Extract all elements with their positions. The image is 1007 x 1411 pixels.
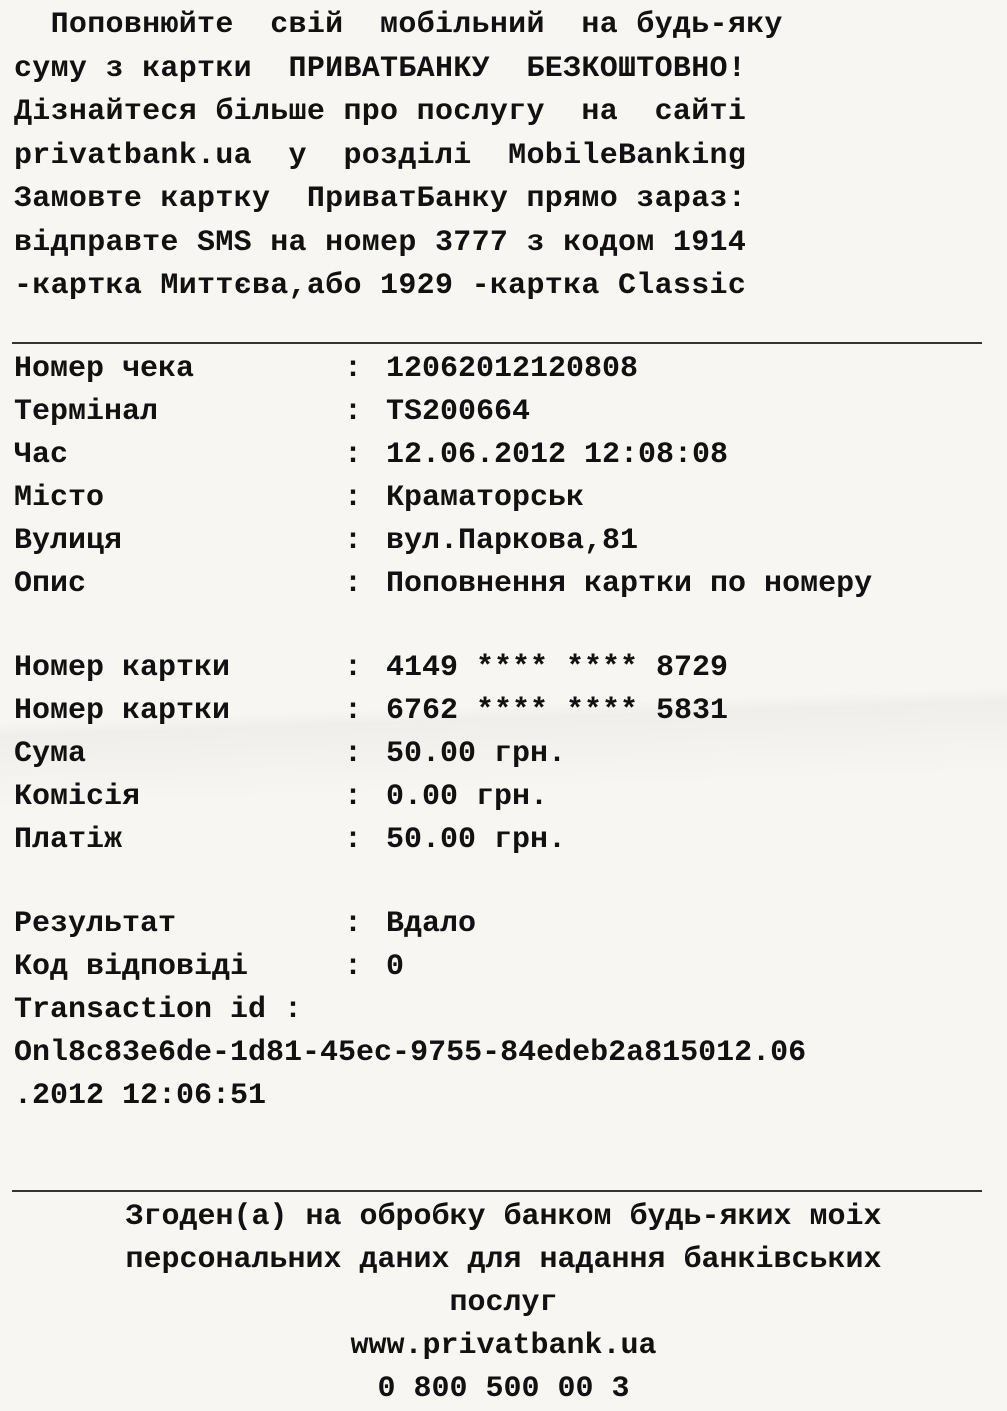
- row-separator: :: [344, 395, 363, 429]
- receipt-row-card-to: [14, 690, 1004, 733]
- receipt-row-response-code: [14, 946, 1004, 989]
- receipt-row-commission: [14, 776, 1004, 819]
- row-label: Номер картки: [14, 651, 231, 685]
- row-label: Час: [14, 438, 69, 472]
- footer-website: www.privatbank.ua: [350, 1329, 657, 1363]
- promo-line: privatbank.ua у розділі MobileBanking: [14, 138, 747, 173]
- promo-line: Поповнюйте свій мобільний на будь-яку: [14, 8, 783, 42]
- row-separator: :: [344, 651, 363, 685]
- footer-consent-line: Згоден(а) на обробку банком будь-яких моіх: [125, 1200, 882, 1234]
- row-separator: :: [344, 481, 363, 515]
- row-value: 50.00 грн.: [386, 737, 567, 771]
- receipt-row-street: [14, 520, 1004, 563]
- row-separator: :: [344, 823, 363, 857]
- row-value: 0: [386, 950, 405, 984]
- row-label: Результат: [14, 907, 177, 941]
- row-separator: :: [344, 780, 363, 814]
- row-label: Платіж: [14, 823, 123, 857]
- row-label: Номер картки: [14, 694, 231, 728]
- row-separator: :: [344, 438, 363, 472]
- transaction-id-line1: Onl8c83e6de-1d81-45ec-9755-84edeb2a815012.06: [14, 1036, 807, 1070]
- row-value: 6762 **** **** 5831: [386, 694, 729, 728]
- receipt-details: [14, 348, 1004, 1118]
- receipt-row-city: [14, 477, 1004, 520]
- promo-line: Замовте картку ПриватБанку прямо зараз:: [14, 182, 747, 216]
- row-value: Вдало: [386, 907, 477, 941]
- promo-line: відправте SMS на номер 3777 з кодом 1914: [14, 225, 747, 260]
- transaction-id-line2: .2012 12:06:51: [14, 1079, 267, 1113]
- top-divider: [12, 342, 982, 344]
- row-value: Краматорськ: [386, 481, 585, 515]
- receipt-row-terminal: [14, 391, 1004, 434]
- row-separator: :: [344, 950, 363, 984]
- row-label: Термінал: [14, 395, 159, 429]
- footer-phone: 0 800 500 00 3: [377, 1372, 630, 1406]
- row-label: Сума: [14, 737, 87, 771]
- row-value: 12.06.2012 12:08:08: [386, 438, 729, 472]
- row-separator: :: [344, 352, 363, 386]
- receipt-row-payment: [14, 819, 1004, 862]
- row-value: 12062012120808: [386, 352, 639, 386]
- receipt-row-time: [14, 434, 1004, 477]
- footer-text: [0, 1196, 1007, 1411]
- promo-line: Дізнайтеся більше про послугу на сайті: [14, 95, 747, 129]
- promo-line: -картка Миттєва,або 1929 -картка Classic: [14, 269, 747, 303]
- receipt-row-result: [14, 903, 1004, 946]
- row-value: Поповнення картки по номеру: [386, 567, 873, 601]
- row-label: Комісія: [14, 780, 141, 814]
- footer-consent-line: персональних даних для надання банківських: [125, 1243, 882, 1277]
- row-separator: :: [344, 907, 363, 941]
- row-label: Код відповіді: [14, 950, 249, 984]
- row-value: TS200664: [386, 395, 531, 429]
- row-label: Місто: [14, 481, 105, 515]
- receipt-row-check-number: [14, 348, 1004, 391]
- promo-text: [14, 4, 994, 309]
- row-separator: :: [344, 567, 363, 601]
- row-label: Вулиця: [14, 524, 123, 558]
- row-separator: :: [344, 524, 363, 558]
- row-separator: :: [344, 694, 363, 728]
- receipt-row-card-from: [14, 647, 1004, 690]
- row-label: Опис: [14, 567, 87, 601]
- receipt-row-description: [14, 563, 1004, 606]
- promo-line: суму з картки ПРИВАТБАНКУ БЕЗКОШТОВНО!: [14, 51, 747, 86]
- row-value: 0.00 грн.: [386, 780, 549, 814]
- spacer: [14, 606, 1004, 647]
- row-label: Номер чека: [14, 352, 195, 386]
- row-value: вул.Паркова,81: [386, 524, 639, 558]
- bottom-divider: [12, 1190, 982, 1192]
- transaction-label: Transaction id :: [14, 993, 303, 1027]
- row-value: 50.00 грн.: [386, 823, 567, 857]
- row-value: 4149 **** **** 8729: [386, 651, 729, 685]
- row-separator: :: [344, 737, 363, 771]
- receipt-row-amount: [14, 733, 1004, 776]
- spacer: [14, 862, 1004, 903]
- footer-consent-line: послуг: [449, 1286, 558, 1320]
